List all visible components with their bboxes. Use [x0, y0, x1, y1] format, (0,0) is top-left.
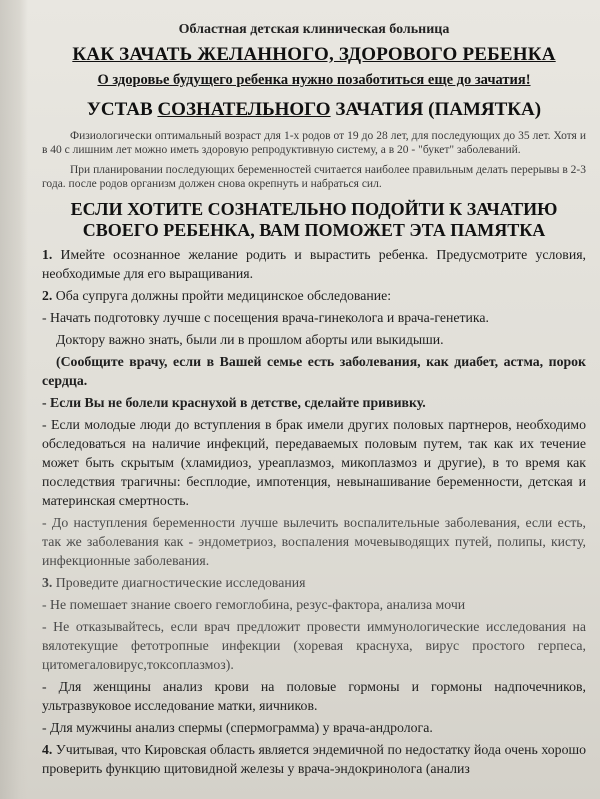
- section-heading-line-1: ЕСЛИ ХОТИТЕ СОЗНАТЕЛЬНО ПОДОЙТИ К ЗАЧАТИЮ: [70, 199, 558, 219]
- section-heading: [42, 199, 586, 241]
- list-item-1: [42, 245, 586, 283]
- list-subitem: - Для женщины анализ крови на половые гормоны и гормоны надпочечников, ультразвуковое исследование матки, яичников.: [42, 679, 586, 713]
- intro-paragraph-interval: При планировании последующих беременностей считается наиболее правильным делать перерывы в 2-3 года. после родов организм должен снова окрепнуть и набраться сил.: [42, 164, 586, 190]
- item-text: Оба супруга должны пройти медицинское обследование:: [52, 288, 392, 303]
- subtitle: О здоровье будущего ребенка нужно позаботиться еще до зачатия!: [97, 72, 531, 88]
- intro-paragraph-age: Физиологически оптимальный возраст для 1-х родов от 19 до 28 лет, для последующих до 35 лет. Хотя и в 40 с лишним лет можно иметь здоровую репродуктивную систему, а в 20 - "букет" заболеваний.: [42, 130, 586, 156]
- main-title: КАК ЗАЧАТЬ ЖЕЛАННОГО, ЗДОРОВОГО РЕБЕНКА: [72, 44, 556, 65]
- item-text: Имейте осознанное желание родить и вырастить ребенка. Предусмотрите условия, необходимые для его выращивания.: [42, 247, 586, 281]
- list-subitem: - Если молодые люди до вступления в брак имели других половых партнеров, необходимо обследоваться на наличие инфекций, передаваемых половым путем, так как их течение может быть скрытым (хламидиоз, уреаплазмоз, микоплазмоз и другие), в то время как последствия трагичны: бесплодие, импотенция, невынашивание беременности, детская и материнская смертность.: [42, 417, 586, 508]
- item-number: 4.: [42, 742, 53, 757]
- list-item-4: [42, 740, 586, 778]
- list-item-3: [42, 573, 586, 592]
- item-text: Учитывая, что Кировская область является эндемичной по недостатку йода очень хорошо проверить функцию щитовидной железы у врача-эндокринолога (анализ: [42, 742, 586, 776]
- charter-title-prefix: УСТАВ: [86, 99, 158, 120]
- charter-title-underlined: СОЗНАТЕЛЬНОГО: [157, 99, 331, 120]
- organization-name: Областная детская клиническая больница: [178, 22, 450, 37]
- item-number: 1.: [42, 247, 53, 262]
- list-subitem: (Сообщите врачу, если в Вашей семье есть заболевания, как диабет, астма, порок сердца.: [42, 354, 586, 388]
- item-number: 3.: [42, 575, 53, 590]
- charter-title: [42, 99, 586, 121]
- list-subitem: - Не помешает знание своего гемоглобина, резус-фактора, анализа мочи: [42, 597, 466, 612]
- list-subitem: - До наступления беременности лучше вылечить воспалительные заболевания, если есть, так же заболевания как - эндометриоз, воспаления мочевыводящих путей, полипы, кисту, инфекционные заболевания.: [42, 515, 586, 568]
- item-number: 2.: [42, 288, 53, 303]
- charter-title-suffix: ЗАЧАТИЯ (ПАМЯТКА): [330, 99, 542, 120]
- list-item-2: [42, 286, 586, 305]
- list-subitem: - Если Вы не болели краснухой в детстве, сделайте прививку.: [42, 395, 426, 410]
- list-subitem: - Не отказывайтесь, если врач предложит провести иммунологические исследования на вялотекущие фетотропные инфекции (хоревая краснуха, вирус простого герпеса, цитомегаловирус,токсоплазмоз).: [42, 619, 586, 672]
- list-subitem: - Начать подготовку лучше с посещения врача-гинеколога и врача-генетика.: [42, 310, 489, 325]
- list-subitem: Доктору важно знать, были ли в прошлом аборты или выкидыши.: [56, 332, 444, 347]
- list-subitem: - Для мужчины анализ спермы (спермограмма) у врача-андролога.: [42, 720, 433, 735]
- item-text: Проведите диагностические исследования: [52, 575, 306, 590]
- section-heading-line-2: СВОЕГО РЕБЕНКА, ВАМ ПОМОЖЕТ ЭТА ПАМЯТКА: [82, 220, 546, 240]
